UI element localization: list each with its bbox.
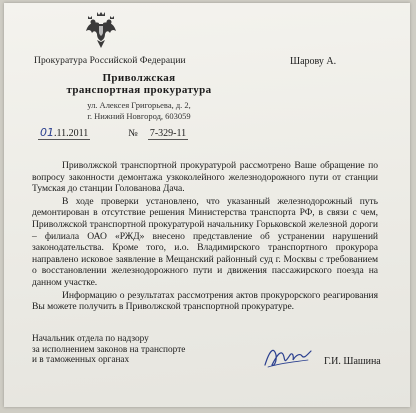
letter-body <box>32 160 378 314</box>
date-handwritten: 01 <box>40 126 54 139</box>
body-paragraph: Информацию о результатах рассмотрения актов прокурорского реагирования Вы можете получить в Приволжской транспортной прокуратуре. <box>32 289 378 313</box>
agency-name: Прокуратура Российской Федерации <box>34 56 186 66</box>
number-sign: № <box>128 128 138 139</box>
address-line2: г. Нижний Новгород, 603059 <box>87 110 191 121</box>
address-line1: ул. Алексея Григорьева, д. 2, <box>87 100 191 110</box>
body-paragraph: Приволжской транспортной прокуратурой рассмотрено Ваше обращение по вопросу законности демонтажа узкоколейного железнодорожного пути от станции Тумская до станции Голованова Дача. <box>32 160 378 195</box>
date-printed: .11.2011 <box>54 128 89 139</box>
reference-row <box>38 126 188 140</box>
office-address <box>74 100 204 121</box>
letter-date <box>38 126 90 140</box>
double-headed-eagle-emblem <box>85 11 117 49</box>
signer-title-line3: и в таможенных органах <box>32 355 130 365</box>
recipient-name: Шарову А. <box>290 56 337 67</box>
letter-number: 7-329-11 <box>149 128 187 139</box>
handwritten-signature <box>262 343 314 371</box>
office-name <box>54 72 224 96</box>
signer-name: Г.И. Шашина <box>324 356 381 367</box>
signer-title-line1: Начальник отдела по надзору <box>32 334 149 344</box>
body-paragraph: В ходе проверки установлено, что указанный железнодорожный путь демонтирован в отсутствие решения Министерства транспорта РФ, в связи с чем, Приволжской транспортной прокуратурой начальнику Горьковской железной дороги – филиала ОАО «РЖД» внесено представление об устранении нарушений законодательства. Кроме того, и.о. Владимирского транспортного прокурора направлено исковое заявление в Мещанский районный суд г. Москвы с требованием о восстановлении железнодорожного пути и движения пассажирского поезда на данном участке. <box>32 195 378 288</box>
letter-sheet <box>4 3 410 407</box>
signer-title <box>32 334 185 366</box>
signer-title-line2: за исполнением законов на транспорте <box>32 344 186 355</box>
office-name-line2: транспортная прокуратура <box>66 84 212 96</box>
office-name-line1: Приволжская <box>102 72 176 84</box>
